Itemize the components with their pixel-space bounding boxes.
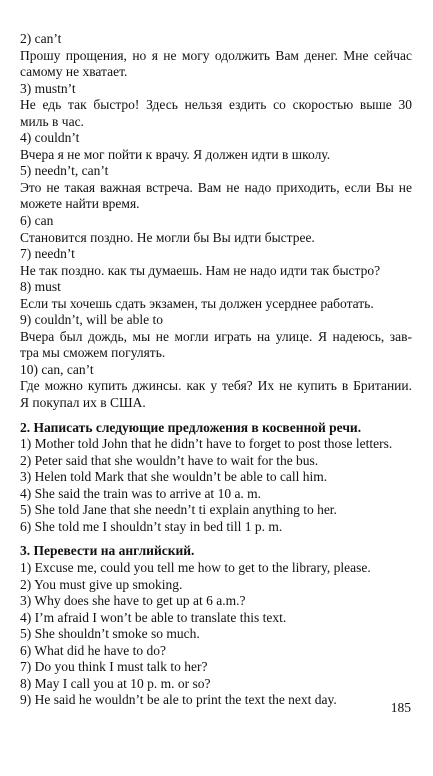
text-line: 4) I’m afraid I won’t be able to translate this text. [20,609,287,625]
text-line: 8) must [20,279,61,295]
text-line: 5) She shouldn’t smoke so much. [20,626,200,642]
text-line: 2) Peter said that she wouldn’t have to wait for the bus. [20,452,319,468]
text-line: 3) Helen told Mark that she wouldn’t be able to call him. [20,469,328,485]
section-heading: 2. Написать следующие предложения в косвенной речи. [20,419,362,435]
text-line: Я покупал их в США. [20,395,146,411]
section-translation [20,543,412,708]
text-line: 5) needn’t, can’t [20,163,109,179]
text-line: Где можно купить джинсы. как у тебя? Их не купить в Британии. [20,378,412,394]
text-line: 9) He said he wouldn’t be ale to print the text the next day. [20,692,337,708]
text-line: 7) Do you think I must talk to her? [20,659,208,675]
text-line: Это не такая важная встреча. Вам не надо приходить, если Вы не [20,179,412,195]
text-line: 6) can [20,213,54,229]
text-line: 2) can’t [20,31,62,46]
text-line: Становится поздно. Не могли бы Вы идти быстрее. [20,229,315,245]
text-line: 6) She told me I shouldn’t stay in bed till 1 p. m. [20,518,283,534]
page-content [20,31,412,709]
text-line: миль в час. [20,113,84,129]
page-number: 185 [390,700,411,715]
text-line: Не едь так быстро! Здесь нельзя ездить со скоростью выше 30 [20,97,412,113]
section-reported-speech [20,420,412,536]
text-line: 1) Mother told John that he didn’t have to forget to post those letters. [20,436,393,452]
text-line: 1) Excuse me, could you tell me how to get to the library, please. [20,559,371,575]
text-line: 4) She said the train was to arrive at 10 a. m. [20,485,262,501]
text-line: 5) She told Jane that she needn’t ti explain anything to her. [20,502,337,518]
text-line: 6) What did he have to do? [20,642,166,658]
text-line: 7) needn’t [20,246,75,262]
text-line: 8) May I call you at 10 p. m. or so? [20,675,211,691]
text-line: 10) can, can’t [20,361,94,377]
text-line: 9) couldn’t, will be able to [20,312,163,328]
text-line: 3) Why does she have to get up at 6 a.m.? [20,593,246,609]
section-heading: 3. Перевести на английский. [20,543,195,559]
text-line: Не так поздно. как ты думаешь. Нам не надо идти так быстро? [20,262,381,278]
text-line: Вчера я не мог пойти к врачу. Я должен идти в школу. [20,146,331,162]
text-line: Прошу прощения, но я не могу одолжить Вам денег. Мне сейчас [20,47,412,63]
text-line: тра мы сможем погулять. [20,345,166,361]
text-line: Вчера был дождь, мы не могли играть на улице. Я надеюсь, зав- [20,328,412,344]
section-answers [20,31,412,412]
text-line: 3) mustn’t [20,80,76,96]
text-line: можете найти время. [20,196,140,212]
text-line: 2) You must give up smoking. [20,576,183,592]
text-line: Если ты хочешь сдать экзамен, ты должен усерднее работать. [20,295,374,311]
text-line: 4) couldn’t [20,130,80,146]
text-line: самому не хватает. [20,64,128,80]
